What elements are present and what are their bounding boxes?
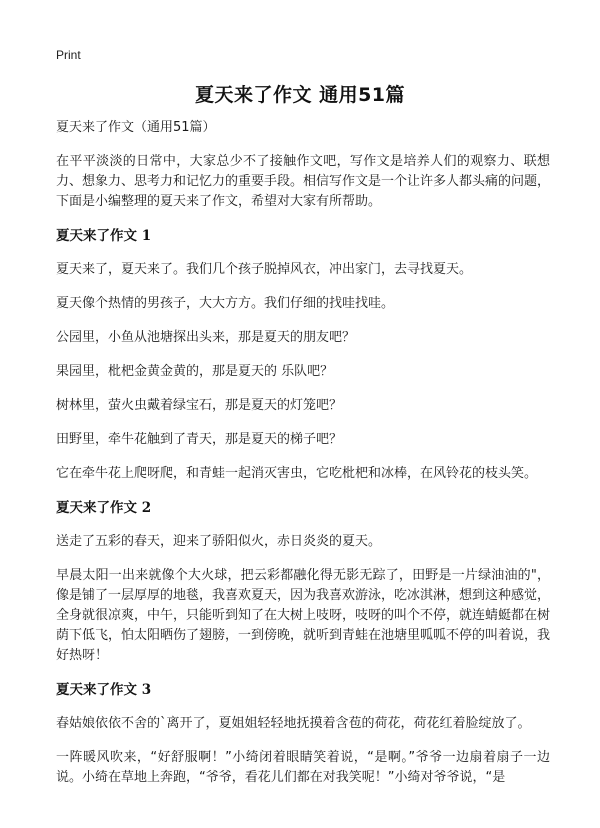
section-1-paragraph-7: 它在牵牛花上爬呀爬，和青蛙一起消灭害虫，它吃枇杷和冰棒，在风铃花的枝头笑。 bbox=[56, 466, 538, 481]
section-heading-3: 夏天来了作文 3 bbox=[56, 682, 152, 698]
intro-paragraph: 在平平淡淡的日常中，大家总少不了接触作文吧，写作文是培养人们的观察力、联想力、想象力、思考力和记忆力的重要手段。相信写作文是一个让许多人都头痛的问题，下面是小编整理的夏天来了作文，希望对大家有所帮助。 bbox=[56, 154, 551, 209]
section-1-paragraph-1: 夏天来了，夏天来了。我们几个孩子脱掉风衣，冲出家门，去寻找夏天。 bbox=[56, 262, 473, 277]
section-1-paragraph-2: 夏天像个热情的男孩子，大大方方。我们仔细的找哇找哇。 bbox=[56, 296, 395, 311]
section-2-paragraph-1: 送走了五彩的春天，迎来了骄阳似火，赤日炎炎的夏天。 bbox=[56, 534, 382, 549]
section-2-paragraph-2: 早晨太阳一出来就像个大火球，把云彩都融化得无影无踪了，田野是一片绿油油的"，像是铺了一层厚厚的地毯，我喜欢夏天，因为我喜欢游泳，吃冰淇淋，想到这种感觉，全身就很凉爽，中午，只能听到知了在大树上吱呀，吱呀的叫个不停，就连蜻蜓都在树荫下低飞，怕太阳晒伤了翅膀，一到傍晚，就听到青蛙在池塘里呱呱不停的叫着说，我好热呀！ bbox=[56, 568, 551, 663]
section-heading-1: 夏天来了作文 1 bbox=[56, 228, 152, 244]
article-subtitle: 夏天来了作文（通用51篇） bbox=[56, 120, 216, 135]
section-1-paragraph-3: 公园里，小鱼从池塘探出头来，那是夏天的朋友吧？ bbox=[56, 330, 356, 345]
section-heading-2: 夏天来了作文 2 bbox=[56, 500, 152, 516]
section-3-paragraph-1: 春姑娘依依不舍的`离开了，夏姐姐轻轻地抚摸着含苞的荷花，荷花红着脸绽放了。 bbox=[56, 716, 531, 731]
page-title: 夏天来了作文 通用51篇 bbox=[194, 84, 406, 106]
article-body bbox=[56, 118, 550, 802]
section-3-paragraph-2: 一阵暖风吹来，“好舒服啊！”小绮闭着眼睛笑着说，“是啊。”爷爷一边扇着扇子一边说。小绮在草地上奔跑，“爷爷，看花儿们都在对我笑呢！”小绮对爷爷说，“是 bbox=[56, 750, 550, 785]
print-link[interactable]: Print bbox=[56, 48, 81, 62]
section-1-paragraph-6: 田野里，牵牛花触到了青天，那是夏天的梯子吧？ bbox=[56, 432, 343, 447]
section-1-paragraph-5: 树林里，萤火虫戴着绿宝石，那是夏天的灯笼吧？ bbox=[56, 398, 343, 413]
section-1-paragraph-4: 果园里，枇杷金黄金黄的，那是夏天的 乐队吧？ bbox=[56, 364, 334, 379]
